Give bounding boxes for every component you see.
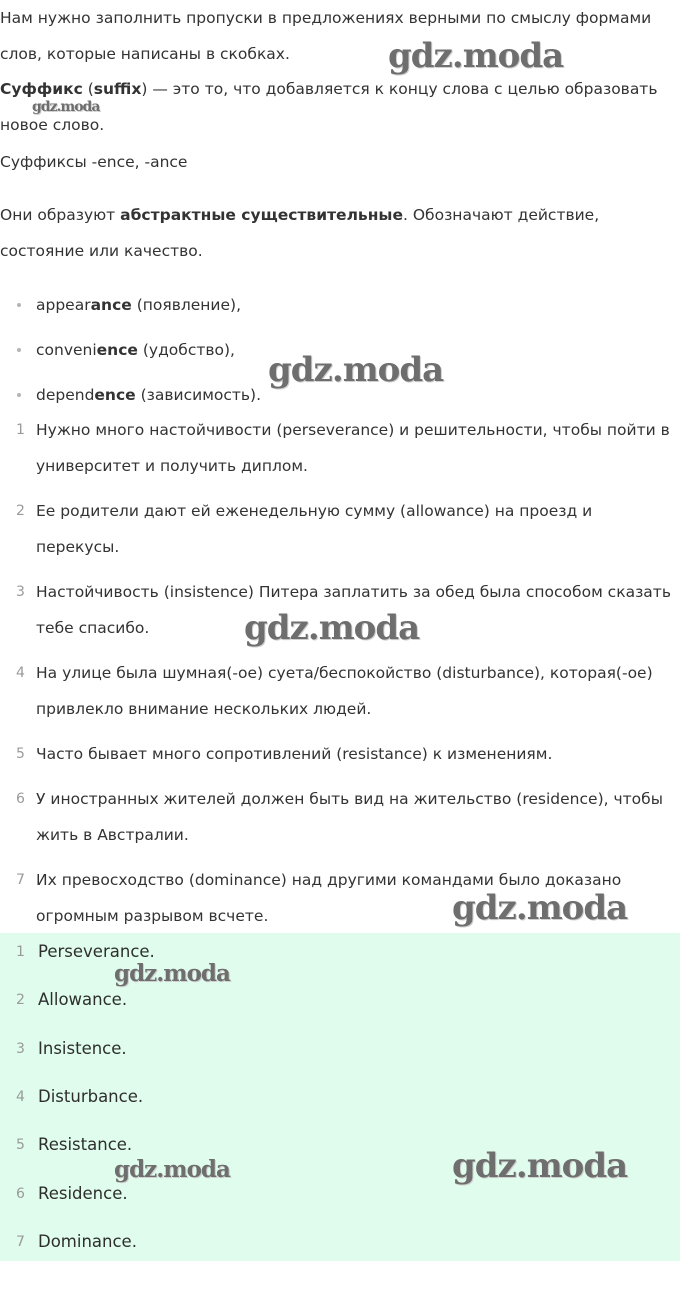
bullet-icon [17,393,21,397]
item-number: 7 [16,1234,25,1250]
intro-paragraph: Нам нужно заполнить пропуски в предложениях верными по смыслу формами слов, которые написаны в скобках. [0,9,652,63]
item-number: 4 [16,665,25,681]
answer-text: Residence. [38,1184,128,1203]
abstract-text-end: . Обозначают действие, состояние или качество. [0,206,600,260]
example-word: convenience (удобство), [36,341,235,359]
item-number: 3 [16,584,25,600]
item-number: 2 [16,992,25,1008]
exercise-text: Их превосходство (dominance) над другими командами было доказано огромным разрывом всчете. [36,871,622,925]
watermark-logo: gdz.moda [268,350,444,390]
answer-text: Perseverance. [38,942,155,961]
watermark-logo: gdz.moda [32,99,100,115]
item-number: 7 [16,872,25,888]
exercise-text: Ее родители дают ей еженедельную сумму (allowance) на проезд и перекусы. [36,502,593,556]
abstract-text-start: Они образуют [0,206,121,224]
answer-text: Disturbance. [38,1087,144,1106]
item-number: 1 [16,422,25,438]
suffix-definition-text: — это то, что добавляется к концу слова с целью образовать новое слово. [0,80,658,134]
suffix-term-en: suffix [93,80,142,98]
watermark-logo: gdz.moda [114,960,230,987]
item-number: 2 [16,503,25,519]
example-word: appearance (появление), [36,296,242,314]
item-number: 5 [16,746,25,762]
item-number: 6 [16,1186,25,1202]
exercise-text: Настойчивость (insistence) Питера заплатить за обед была способом сказать тебе спасибо. [36,583,671,637]
watermark-logo: gdz.moda [388,36,564,76]
answers-panel [0,933,680,1261]
bullet-icon [17,303,21,307]
example-word: dependence (зависимость). [36,386,262,404]
suffix-definition: Суффикс (suffix) — это то, что добавляется к концу слова с целью образовать новое слово. [0,80,658,134]
exercise-text: Нужно много настойчивости (perseverance) и решительности, чтобы пойти в университет и получить диплом. [36,421,670,475]
abstract-description [0,197,680,269]
answer-text: Dominance. [38,1232,137,1251]
item-number: 3 [16,1041,25,1057]
abstract-bold: абстрактные существительные [120,206,403,224]
answer-text: Insistence. [38,1039,127,1058]
exercise-text: У иностранных жителей должен быть вид на жительство (residence), чтобы жить в Австралии. [36,790,663,844]
suffix-term: Суффикс [0,80,83,98]
watermark-logo: gdz.moda [452,1146,628,1186]
item-number: 4 [16,1089,25,1105]
exercise-text: Часто бывает много сопротивлений (resistance) к изменениям. [36,745,553,763]
suffix-heading: Суффиксы -ence, -ance [0,153,188,171]
item-number: 5 [16,1137,25,1153]
bullet-icon [17,348,21,352]
watermark-logo: gdz.moda [114,1156,230,1183]
answer-text: Resistance. [38,1135,133,1154]
watermark-logo: gdz.moda [244,608,420,648]
answer-text: Allowance. [38,990,128,1009]
item-number: 6 [16,791,25,807]
item-number: 1 [16,944,25,960]
exercise-text: На улице была шумная(-ое) суета/беспокойство (disturbance), которая(-ое) привлекло внимание нескольких людей. [36,664,653,718]
watermark-logo: gdz.moda [452,888,628,928]
